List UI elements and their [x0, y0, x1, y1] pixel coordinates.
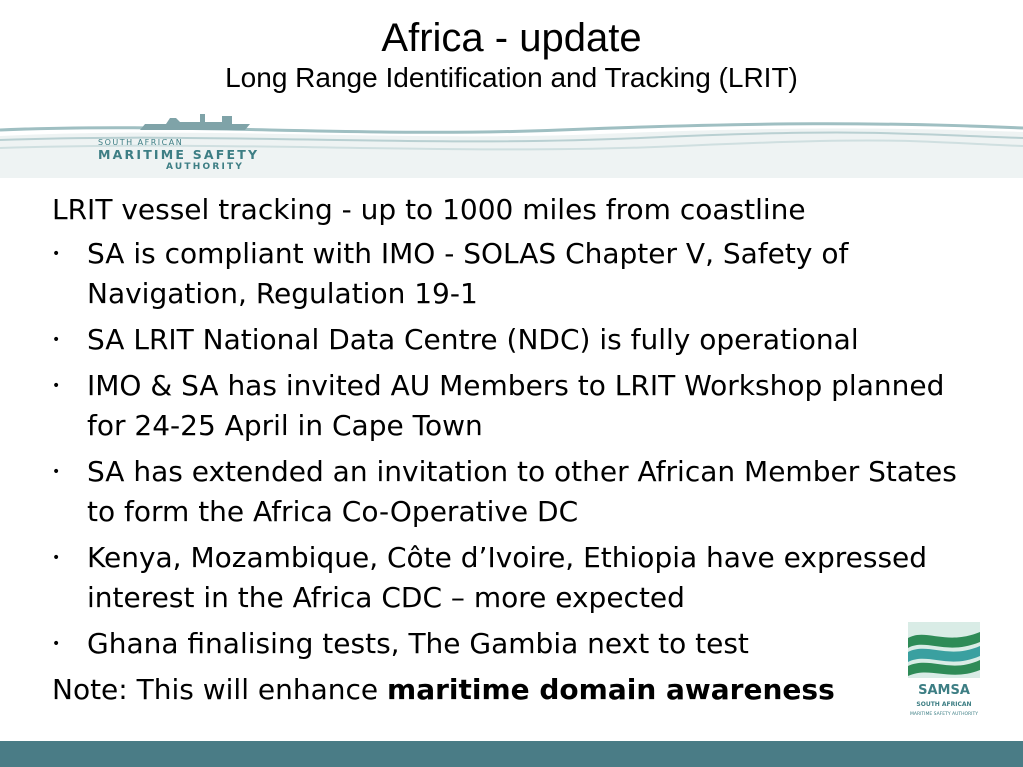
- bullet-item: [52, 452, 982, 532]
- bullet-item: [52, 538, 982, 618]
- logo-top-line1: SOUTH AFRICAN: [98, 138, 184, 147]
- bullet-item: [52, 366, 982, 446]
- bullet-text: IMO & SA has invited AU Members to LRIT Workshop planned for 24-25 April in Cape Town: [87, 369, 945, 442]
- samsa-logo-bottom: [906, 620, 982, 722]
- bullet-dot-icon: •: [52, 464, 61, 480]
- bullet-dot-icon: •: [52, 550, 61, 566]
- bullet-text: Ghana finalising tests, The Gambia next to test: [87, 627, 749, 660]
- slide-title: Africa - update: [381, 16, 642, 60]
- samsa-logo-top: [98, 138, 298, 172]
- samsa-logo-icon: [906, 620, 982, 722]
- bullet-list: [52, 234, 982, 664]
- title-block: [0, 14, 1023, 94]
- bullet-dot-icon: •: [52, 636, 61, 652]
- bullet-text: Kenya, Mozambique, Côte d’Ivoire, Ethiopia have expressed interest in the Africa CDC – more expected: [87, 541, 928, 614]
- logo-top-line3: AUTHORITY: [166, 162, 245, 172]
- slide-subtitle: Long Range Identification and Tracking (LRIT): [225, 62, 798, 93]
- bullet-item: [52, 320, 982, 360]
- ship-icon: [140, 114, 250, 130]
- bullet-dot-icon: •: [52, 332, 61, 348]
- bullet-text: SA is compliant with IMO - SOLAS Chapter V, Safety of Navigation, Regulation 19-1: [87, 237, 849, 310]
- bullet-item: [52, 234, 982, 314]
- note-line: [52, 670, 982, 710]
- logo-bottom-line2: MARITIME SAFETY AUTHORITY: [909, 712, 979, 717]
- bullet-dot-icon: •: [52, 378, 61, 394]
- bullet-text: SA has extended an invitation to other African Member States to form the Africa Co-Operative DC: [87, 455, 957, 528]
- note-prefix: Note: This will enhance: [52, 673, 388, 706]
- bullet-dot-icon: •: [52, 246, 61, 262]
- footer-bar: [0, 741, 1023, 767]
- slide-content: [52, 190, 982, 710]
- logo-abbr: SAMSA: [918, 683, 970, 698]
- logo-top-line2: MARITIME SAFETY: [98, 147, 260, 162]
- bullet-text: SA LRIT National Data Centre (NDC) is fully operational: [87, 323, 859, 356]
- bullet-item: [52, 624, 982, 664]
- note-emphasis: maritime domain awareness: [387, 673, 835, 706]
- intro-line: LRIT vessel tracking - up to 1000 miles from coastline: [52, 193, 806, 226]
- logo-bottom-line1: SOUTH AFRICAN: [916, 701, 972, 708]
